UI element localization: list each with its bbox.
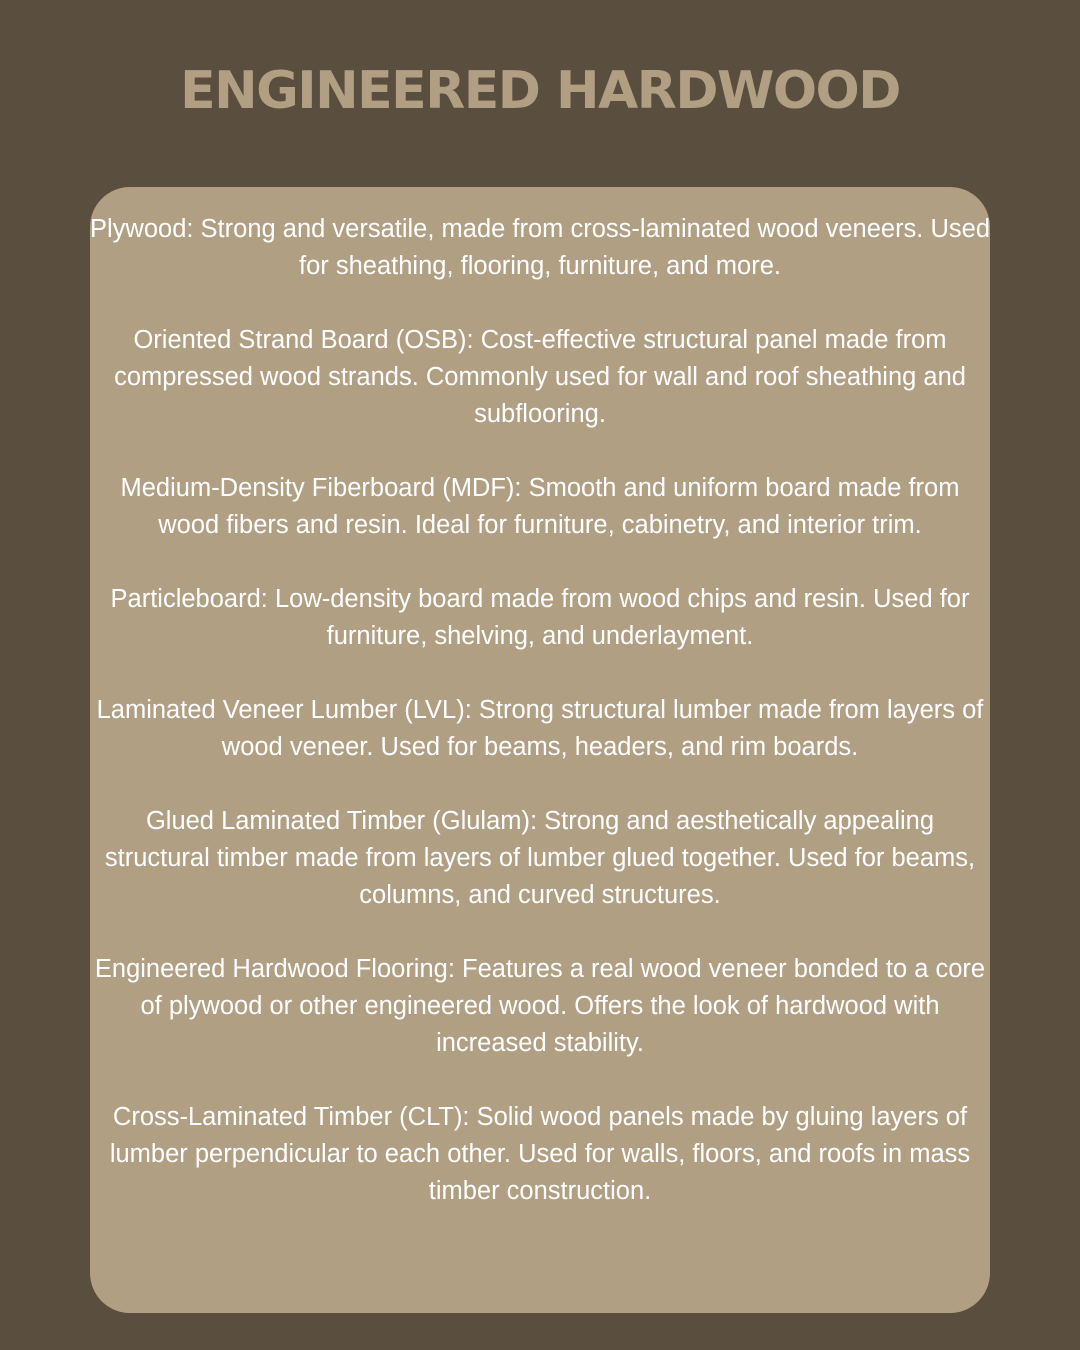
page-title: ENGINEERED HARDWOOD — [180, 61, 900, 121]
list-item-lvl: Laminated Veneer Lumber (LVL): Strong structural lumber made from layers of wood veneer. Used for beams, headers, and rim boards. — [96, 696, 984, 761]
list-item-mdf: Medium-Density Fiberboard (MDF): Smooth and uniform board made from wood fibers and resin. Ideal for furniture, cabinetry, and interior trim. — [120, 474, 960, 539]
list-item-particleboard: Particleboard: Low-density board made from wood chips and resin. Used for furniture, shelving, and underlayment. — [110, 585, 970, 650]
list-item-osb: Oriented Strand Board (OSB): Cost-effective structural panel made from compressed wood strands. Commonly used for wall and roof sheathing and subflooring. — [114, 326, 966, 428]
list-item-clt: Cross-Laminated Timber (CLT): Solid wood panels made by gluing layers of lumber perpendicular to each other. Used for walls, floors, and roofs in mass timber construction. — [109, 1103, 971, 1205]
list-item-glulam: Glued Laminated Timber (Glulam): Strong and aesthetically appealing structural timber made from layers of lumber glued together. Used for beams, columns, and curved structures. — [104, 807, 976, 909]
list-item-engineered-flooring: Engineered Hardwood Flooring: Features a real wood veneer bonded to a core of plywood or other engineered wood. Offers the look of hardwood with increased stability. — [94, 955, 986, 1057]
wood-types-list — [90, 211, 990, 1247]
list-item-plywood: Plywood: Strong and versatile, made from cross-laminated wood veneers. Used for sheathing, flooring, furniture, and more. — [90, 215, 991, 280]
